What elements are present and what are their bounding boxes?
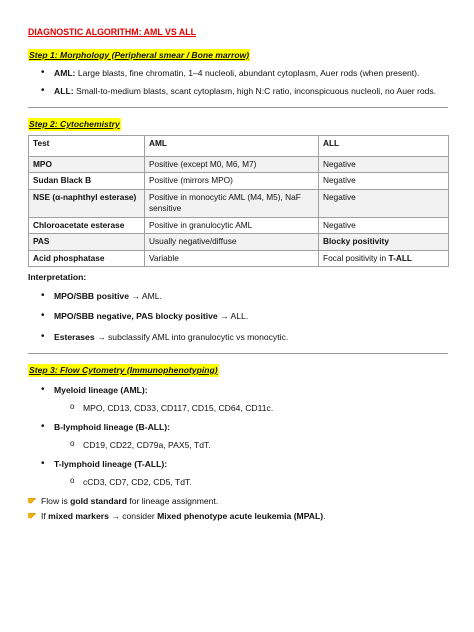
note-part: .: [323, 511, 326, 521]
marker-item: o CD19, CD22, CD79a, PAX5, TdT.: [28, 439, 448, 452]
cell-test: NSE (α-naphthyl esterase): [29, 189, 145, 217]
list-item-text: Small-to-medium blasts, scant cytoplasm, high N:C ratio, inconspicuous nucleoli, no Auer rods.: [73, 85, 437, 96]
cell-aml: Positive in granulocytic AML: [145, 217, 319, 234]
cell-aml: Variable: [145, 250, 319, 267]
cell-aml: Positive (except M0, M6, M7): [145, 156, 319, 173]
step1-heading-wrap: [28, 49, 448, 62]
list-item: [28, 310, 448, 323]
divider: [28, 353, 448, 354]
pointing-hand-icon: [28, 510, 38, 523]
note-part: for lineage assignment.: [126, 495, 219, 506]
list-item-text: → AML.: [128, 290, 162, 301]
cell-all-bold: Blocky positivity: [323, 236, 389, 246]
document-title: DIAGNOSTIC ALGORITHM: AML VS ALL: [28, 27, 196, 37]
document-page: [28, 26, 448, 526]
cell-aml: Usually negative/diffuse: [145, 234, 319, 251]
cell-all: [319, 217, 449, 234]
cell-all: [319, 250, 449, 267]
marker-list: [28, 402, 448, 415]
cell-all-text: Negative: [323, 191, 356, 202]
cell-all: [319, 234, 449, 251]
marker-list: [28, 476, 448, 489]
marker-item: o MPO, CD13, CD33, CD117, CD15, CD64, CD11c.: [28, 402, 448, 415]
note-line: [28, 510, 448, 523]
list-item-bold: MPO/SBB negative, PAS blocky positive: [54, 311, 218, 321]
lineage-list: [28, 384, 448, 489]
note-line: [28, 495, 448, 508]
column-header-all: ALL: [319, 135, 449, 156]
list-item: [28, 384, 448, 415]
list-item: [28, 421, 448, 452]
list-item-text: → ALL.: [217, 311, 249, 321]
table-row: [29, 156, 449, 173]
divider: [28, 107, 448, 108]
note-part: If: [41, 511, 49, 521]
cell-all-text: Negative: [323, 219, 356, 230]
cell-test: Sudan Black B: [29, 173, 145, 190]
list-item-bold: MPO/SBB positive: [54, 290, 129, 301]
list-item: [28, 331, 448, 344]
cytochemistry-table: [28, 135, 449, 268]
step1-heading: Step 1: Morphology (Peripheral smear / Bone marrow): [29, 49, 250, 60]
lineage-label: B-lymphoid lineage (B-ALL):: [54, 421, 171, 432]
table-row: [29, 189, 449, 217]
list-item: [28, 85, 448, 98]
cell-test: Acid phosphatase: [29, 250, 145, 267]
pointing-hand-icon: [28, 495, 38, 508]
cell-aml: Positive in monocytic AML (M4, M5), NaF sensitive: [145, 189, 319, 217]
list-item-text: Large blasts, fine chromatin, 1–4 nucleoli, abundant cytoplasm, Auer rods (when present).: [75, 68, 420, 78]
note-part: → consider: [108, 511, 158, 521]
cell-all-bold: T-ALL: [388, 252, 412, 263]
cell-all: [319, 156, 449, 173]
step3-heading-wrap: [28, 364, 448, 377]
cell-all: [319, 189, 449, 217]
table-row: [29, 250, 449, 267]
cell-test: PAS: [29, 234, 145, 251]
marker-item: o cCD3, CD7, CD2, CD5, TdT.: [28, 476, 448, 489]
lineage-label: T-lymphoid lineage (T-ALL):: [54, 458, 168, 469]
list-item-label: AML:: [54, 68, 76, 78]
list-item-text: → subclassify AML into granulocytic vs monocytic.: [94, 331, 289, 342]
list-item: [28, 458, 448, 489]
marker-list: [28, 439, 448, 452]
cell-aml: Positive (mirrors MPO): [145, 173, 319, 190]
table-row: [29, 173, 449, 190]
list-item: [28, 290, 448, 303]
table-row: [29, 234, 449, 251]
note-part: mixed markers: [48, 511, 109, 521]
lineage-label: Myeloid lineage (AML):: [54, 384, 148, 395]
interpretation-label: Interpretation:: [28, 272, 87, 282]
column-header-aml: AML: [145, 135, 319, 156]
list-item-label: ALL:: [54, 85, 74, 96]
cell-all: [319, 173, 449, 190]
table-row: [29, 217, 449, 234]
note-part: Mixed phenotype acute leukemia (MPAL): [157, 511, 324, 521]
list-item: [28, 67, 448, 80]
column-header-test: Test: [29, 135, 145, 156]
cell-test: MPO: [29, 156, 145, 173]
note-part: gold standard: [70, 495, 127, 506]
cell-test: Chloroacetate esterase: [29, 217, 145, 234]
table-header-row: [29, 135, 449, 156]
morphology-list: [28, 67, 448, 97]
step2-heading: Step 2: Cytochemistry: [29, 119, 120, 129]
step3-heading: Step 3: Flow Cytometry (Immunophenotyping): [29, 365, 218, 375]
step2-heading-wrap: [28, 118, 448, 131]
list-item-bold: Esterases: [54, 331, 95, 342]
interpretation-list: [28, 290, 448, 344]
cell-all-text: Negative: [323, 158, 356, 169]
note-part: Flow is: [41, 495, 71, 506]
cell-all-text: Focal positivity in: [323, 252, 389, 263]
cell-all-text: Negative: [323, 175, 356, 185]
